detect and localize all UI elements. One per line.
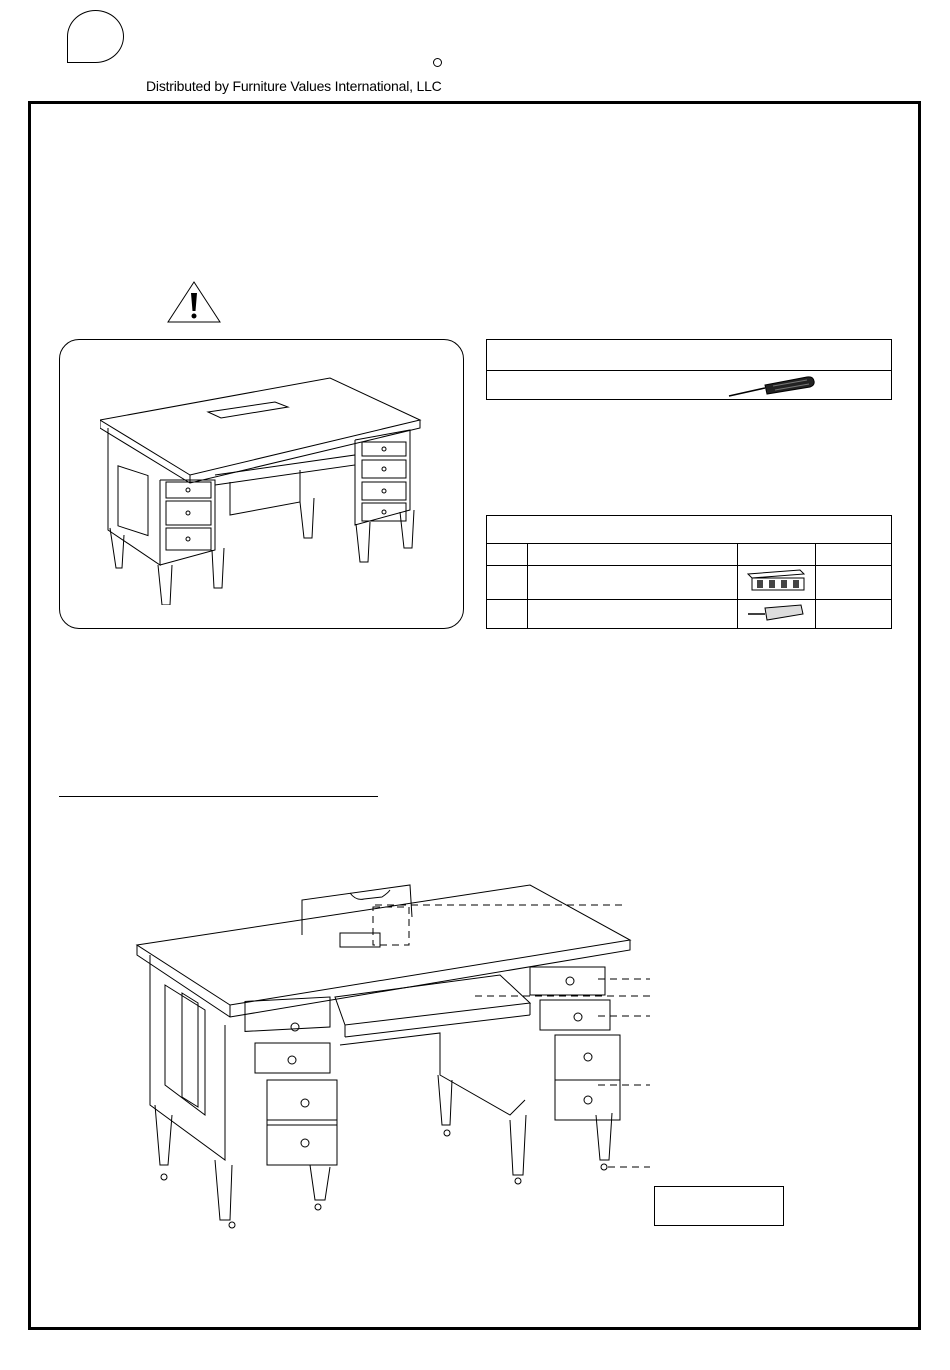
part-image-cell xyxy=(737,566,815,600)
tools-table-header xyxy=(487,340,891,371)
part-quantity-cell xyxy=(815,566,891,600)
power-outlet-module-icon xyxy=(745,568,807,594)
part-letter-cell xyxy=(487,566,527,600)
parts-row xyxy=(487,566,891,600)
leveler-foot-icon xyxy=(745,602,807,624)
brand-logo xyxy=(67,10,124,63)
part-letter-cell xyxy=(487,600,527,629)
tools-table-row xyxy=(487,371,891,400)
screwdriver-icon xyxy=(727,374,817,400)
desk-illustration xyxy=(100,370,430,605)
registered-mark-icon xyxy=(433,58,442,67)
parts-row xyxy=(487,600,891,629)
parts-grid xyxy=(487,543,891,629)
parts-header-cell xyxy=(815,543,891,566)
part-quantity-cell xyxy=(815,600,891,629)
parts-table-title xyxy=(487,516,891,544)
part-description-cell xyxy=(527,566,737,600)
part-image-cell xyxy=(737,600,815,629)
part-description-cell xyxy=(527,600,737,629)
parts-header-row xyxy=(487,543,891,566)
tools-table xyxy=(486,339,892,400)
step-heading-underline xyxy=(59,796,378,797)
product-overview-panel xyxy=(59,339,464,629)
warning-icon xyxy=(166,280,222,324)
parts-header-cell xyxy=(527,543,737,566)
parts-header-cell xyxy=(487,543,527,566)
distributor-text: Distributed by Furniture Values International, LLC xyxy=(146,78,442,94)
parts-table xyxy=(486,515,892,629)
callout-box xyxy=(654,1186,784,1226)
parts-header-cell xyxy=(737,543,815,566)
